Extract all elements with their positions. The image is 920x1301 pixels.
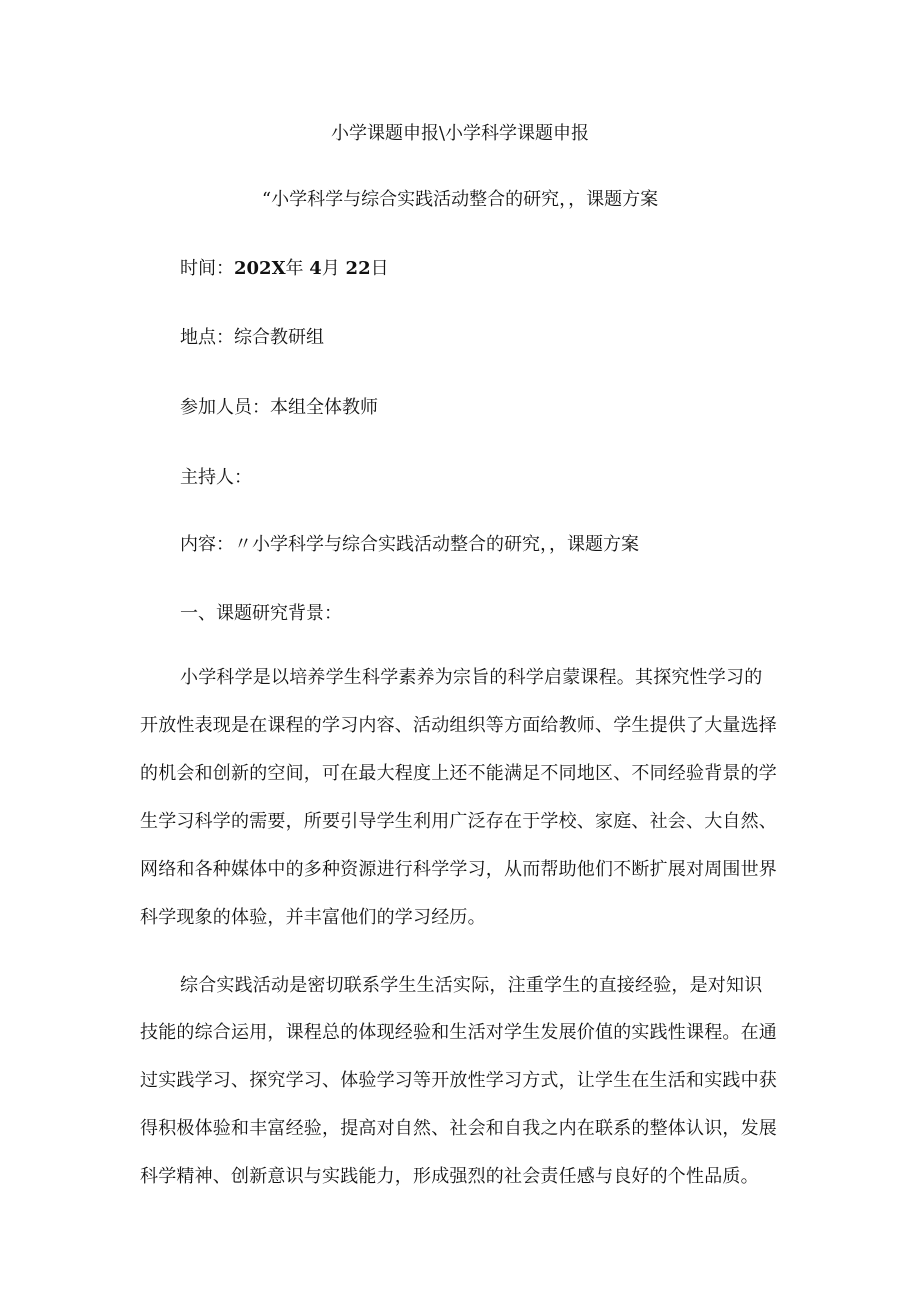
time-month-unit: 月: [321, 258, 340, 279]
paragraph-line: 的机会和创新的空间，可在最大程度上还不能满足不同地区、不同经验背景的学: [140, 763, 777, 784]
meta-content: 内容：〃小学科学与综合实践活动整合的研究，，课题方案: [180, 534, 639, 555]
time-year-unit: 年: [285, 258, 304, 279]
paragraph-line: 过实践学习、探究学习、体验学习等开放性学习方式，让学生在生活和实践中获: [140, 1070, 777, 1091]
paragraph-line: 科学精神、创新意识与实践能力，形成强烈的社会责任感与良好的个性品质。: [140, 1166, 759, 1187]
time-day-unit: 日: [370, 258, 389, 279]
paragraph-line: 生学习科学的需要，所要引导学生利用广泛存在于学校、家庭、社会、大自然、: [140, 811, 777, 832]
paragraph-line: 综合实践活动是密切联系学生生活实际，注重学生的直接经验，是对知识: [180, 975, 763, 996]
paragraph-line: 开放性表现是在课程的学习内容、活动组织等方面给教师、学生提供了大量选择: [140, 715, 777, 736]
paragraph-line: 得积极体验和丰富经验，提高对自然、社会和自我之内在联系的整体认识，发展: [140, 1118, 777, 1139]
time-year: 202X: [234, 258, 286, 279]
paragraph-line: 网络和各种媒体中的多种资源进行科学学习，从而帮助他们不断扩展对周围世界: [140, 859, 777, 880]
meta-host: 主持人：: [180, 467, 252, 488]
paragraph-line: 技能的综合运用，课程总的体现经验和生活对学生发展价值的实践性课程。在通: [140, 1022, 777, 1043]
time-day: 22: [345, 258, 371, 279]
paragraph-line: 小学科学是以培养学生科学素养为宗旨的科学启蒙课程。其探究性学习的: [180, 667, 763, 688]
time-month: 4: [309, 258, 322, 279]
document-header: 小学课题申报\小学科学课题申报: [330, 123, 590, 144]
section-heading: 一、课题研究背景：: [180, 603, 342, 624]
meta-participants: 参加人员：本组全体教师: [180, 397, 378, 418]
paragraph-line: 科学现象的体验，并丰富他们的学习经历。: [140, 907, 486, 928]
meta-location: 地点：综合教研组: [180, 327, 324, 348]
meta-time: [180, 257, 389, 281]
time-label: 时间：: [180, 258, 234, 279]
document-title: “小学科学与综合实践活动整合的研究，，课题方案: [261, 189, 659, 210]
